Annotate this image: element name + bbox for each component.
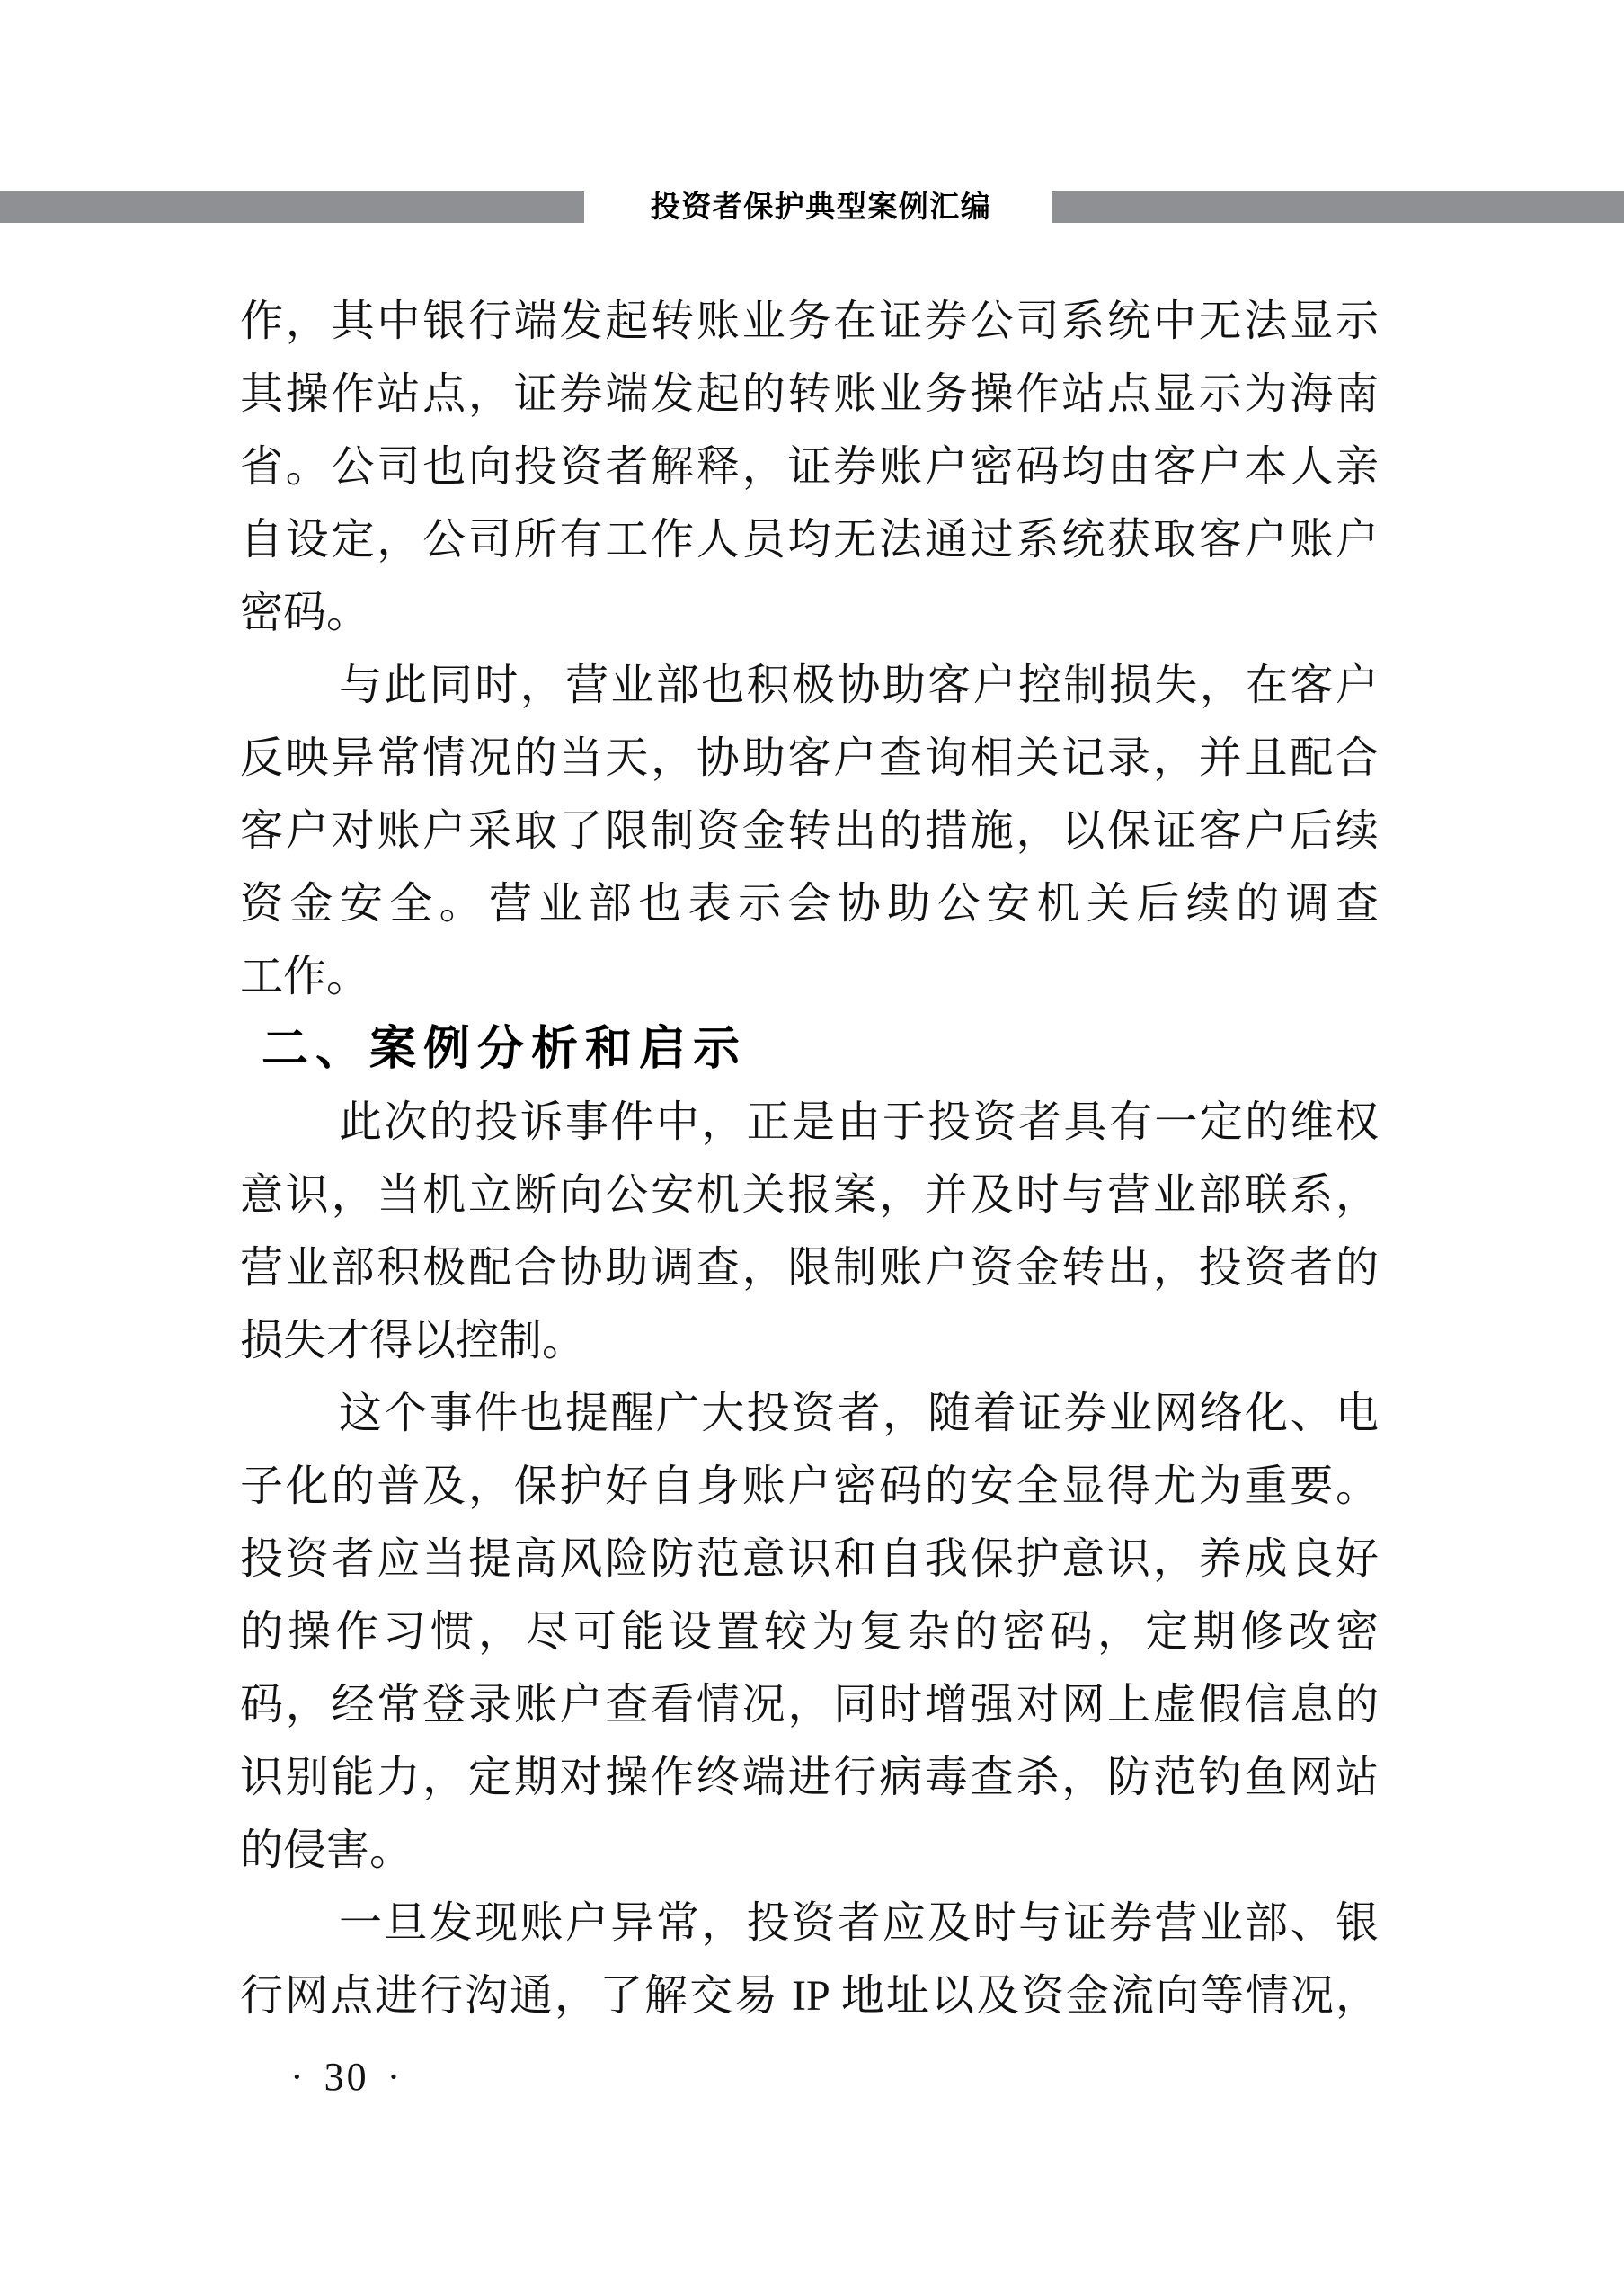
paragraph [240,1887,1379,2032]
body-line: 子化的普及，保护好自身账户密码的安全显得尤为重要。 [240,1462,1379,1510]
body-line: 自设定，公司所有工作人员均无法通过系统获取客户账户 [240,516,1379,564]
body-line: 此次的投诉事件中，正是由于投资者具有一定的维权 [339,1098,1379,1146]
page-number: · 30 · [290,2055,404,2099]
body-line: 作，其中银行端发起转账业务在证券公司系统中无法显示 [240,298,1379,345]
paragraph [240,649,1379,1013]
body-line: 投资者应当提高风险防范意识和自我保护意识，养成良好 [240,1535,1379,1583]
body-line: 反映异常情况的当天，协助客户查询相关记录，并且配合 [240,734,1379,782]
paragraph [240,1377,1379,1887]
body-line: 客户对账户采取了限制资金转出的措施，以保证客户后续 [240,807,1379,855]
paragraph [240,1086,1379,1377]
body-line: 省。公司也向投资者解释，证券账户密码均由客户本人亲 [240,443,1379,491]
body-line: 工作。 [240,953,370,1000]
header-rule-right [1052,191,1624,223]
running-head-title: 投资者保护典型案例汇编 [650,190,992,223]
body-line: 的操作习惯，尽可能设置较为复杂的密码，定期修改密 [240,1608,1379,1656]
body-text [240,285,1379,2032]
body-line: 识别能力，定期对操作终端进行病毒查杀，防范钓鱼网站 [240,1754,1379,1801]
paragraph [240,285,1379,649]
body-line: 与此同时，营业部也积极协助客户控制损失，在客户 [339,662,1379,709]
section-heading [240,1013,1379,1086]
heading-line: 二、案例分析和启示 [262,1023,748,1075]
body-line: 营业部积极配合协助调查，限制账户资金转出，投资者的 [240,1244,1379,1292]
body-line: 这个事件也提醒广大投资者，随着证券业网络化、电 [339,1390,1379,1437]
body-line: 损失才得以控制。 [240,1317,586,1364]
body-line: 资金安全。营业部也表示会协助公安机关后续的调查 [240,880,1379,928]
body-line: 行网点进行沟通，了解交易 IP 地址以及资金流向等情况， [240,1972,1379,2020]
body-line: 其操作站点，证券端发起的转账业务操作站点显示为海南 [240,370,1379,418]
body-line: 一旦发现账户异常，投资者应及时与证券营业部、银 [339,1899,1379,1947]
body-line: 码，经常登录账户查看情况，同时增强对网上虚假信息的 [240,1681,1379,1729]
body-line: 的侵害。 [240,1826,413,1874]
body-line: 密码。 [240,589,370,636]
body-line: 意识，当机立断向公安机关报案，并及时与营业部联系， [240,1171,1379,1219]
